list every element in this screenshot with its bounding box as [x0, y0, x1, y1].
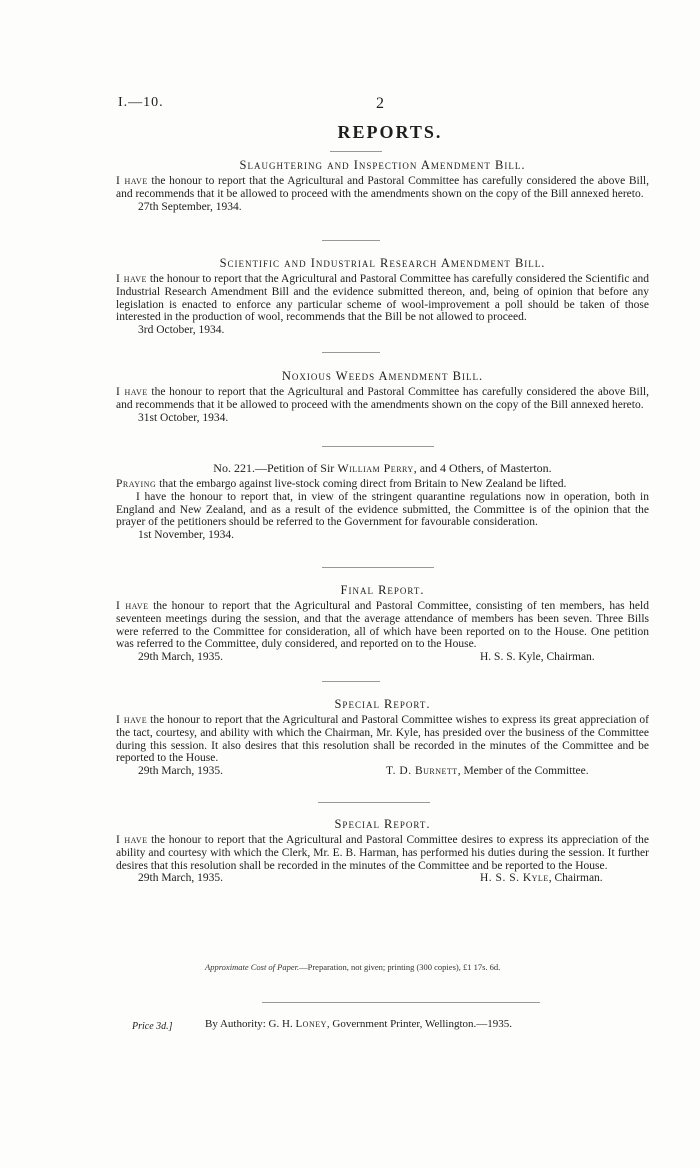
report-heading: Slaughtering and Inspection Amendment Bill.: [239, 158, 526, 172]
footer-divider: [262, 1002, 540, 1003]
divider: [330, 151, 382, 152]
report-special-clerk: [116, 817, 649, 886]
report-body: I have the honour to report that the Agricultural and Pastoral Committee, consisting of ten members, has held seventeen meetings during the session, and that the average attendance of members has been seven. Three Bills were referred to the Committee for consideration, all of which have been reported on to the House. One petition was referred to the Committee, duly considered, and reported on to the House.: [116, 600, 649, 651]
divider: [318, 802, 430, 803]
report-heading: Special Report.: [334, 817, 431, 831]
report-heading: Scientific and Industrial Research Amendment Bill.: [219, 256, 546, 270]
report-date: 29th March, 1935.: [138, 765, 223, 778]
divider: [322, 446, 434, 447]
report-body: I have the honour to report that, in view of the stringent quarantine regulations now in operation, both in England and New Zealand, and as a result of the evidence submitted, the Committee is of the opinion that the prayer of the petitioners should be referred to the Government for favourable consideration.: [116, 490, 649, 529]
divider: [322, 567, 434, 568]
report-scientific-research-bill: [116, 256, 649, 337]
report-heading: No. 221.—Petition of Sir William Perry, and 4 Others, of Masterton.: [213, 461, 552, 475]
report-dateline: [116, 765, 649, 779]
report-date: 27th September, 1934.: [138, 200, 242, 213]
divider: [322, 240, 380, 241]
price-note: Price 3d.]: [132, 1021, 173, 1032]
approximate-cost-note: Approximate Cost of Paper.—Preparation, not given; printing (300 copies), £1 17s. 6d.: [205, 962, 501, 972]
divider: [322, 352, 380, 353]
report-heading: Final Report.: [340, 583, 425, 597]
report-petition-221: [116, 461, 649, 542]
page-number: 2: [376, 95, 384, 112]
report-heading: Noxious Weeds Amendment Bill.: [281, 369, 484, 383]
page-title: REPORTS.: [337, 122, 443, 142]
report-noxious-weeds-bill: [116, 369, 649, 425]
petition-prayer: Praying that the embargo against live-stock coming direct from Britain to New Zealand be lifted.: [116, 478, 567, 490]
report-body: I have the honour to report that the Agricultural and Pastoral Committee has carefully considered the above Bill, and recommends that it be allowed to proceed with the amendments shown on the copy of the Bill annexed hereto.: [116, 175, 650, 200]
report-date: 29th March, 1935.: [138, 651, 223, 664]
report-slaughtering-bill: [116, 158, 649, 214]
report-body: I have the honour to report that the Agricultural and Pastoral Committee wishes to express its great appreciation of the tact, courtesy, and ability with which the Chairman, Mr. Kyle, has presided over the business of the Committee during this session. It also desires that this resolution shall be recorded in the minutes of the Committee and be reported to the House.: [116, 714, 649, 765]
report-dateline: [116, 651, 649, 665]
report-date: 3rd October, 1934.: [138, 324, 225, 337]
report-signature: T. D. Burnett, Member of the Committee.: [386, 765, 589, 778]
report-body: I have the honour to report that the Agricultural and Pastoral Committee has carefully considered the Scientific and Industrial Research Amendment Bill and the evidence submitted thereon, and, being of opinion that before any legislation is enacted to enforce any particular scheme of wool-improvement a poll should be taken of those interested in the production of wool, recommends that the Bill be not allowed to proceed.: [116, 273, 649, 324]
report-special-chairman: [116, 697, 649, 779]
report-date: 29th March, 1935.: [138, 872, 223, 885]
report-signature: H. S. S. Kyle, Chairman.: [480, 872, 603, 885]
report-final: [116, 583, 649, 665]
report-body: I have the honour to report that the Agricultural and Pastoral Committee has carefully considered the above Bill, and recommends that it be allowed to proceed with the amendments shown on the copy of the Bill annexed hereto.: [116, 386, 650, 411]
report-date: 1st November, 1934.: [138, 529, 234, 542]
report-body: I have the honour to report that the Agricultural and Pastoral Committee desires to express its appreciation of the ability and courtesy with which the Clerk, Mr. E. B. Harman, has performed his duties during the session. It further desires that this resolution shall be recorded in the minutes of the Committee and be reported to the House.: [116, 834, 649, 872]
printer-imprint: By Authority: G. H. Loney, Government Printer, Wellington.—1935.: [205, 1018, 513, 1030]
divider: [322, 681, 380, 682]
report-date: 31st October, 1934.: [138, 411, 229, 424]
report-heading: Special Report.: [334, 697, 431, 711]
report-signature: H. S. S. Kyle, Chairman.: [480, 651, 595, 664]
document-reference: I.—10.: [118, 95, 164, 110]
report-dateline: [116, 872, 649, 886]
